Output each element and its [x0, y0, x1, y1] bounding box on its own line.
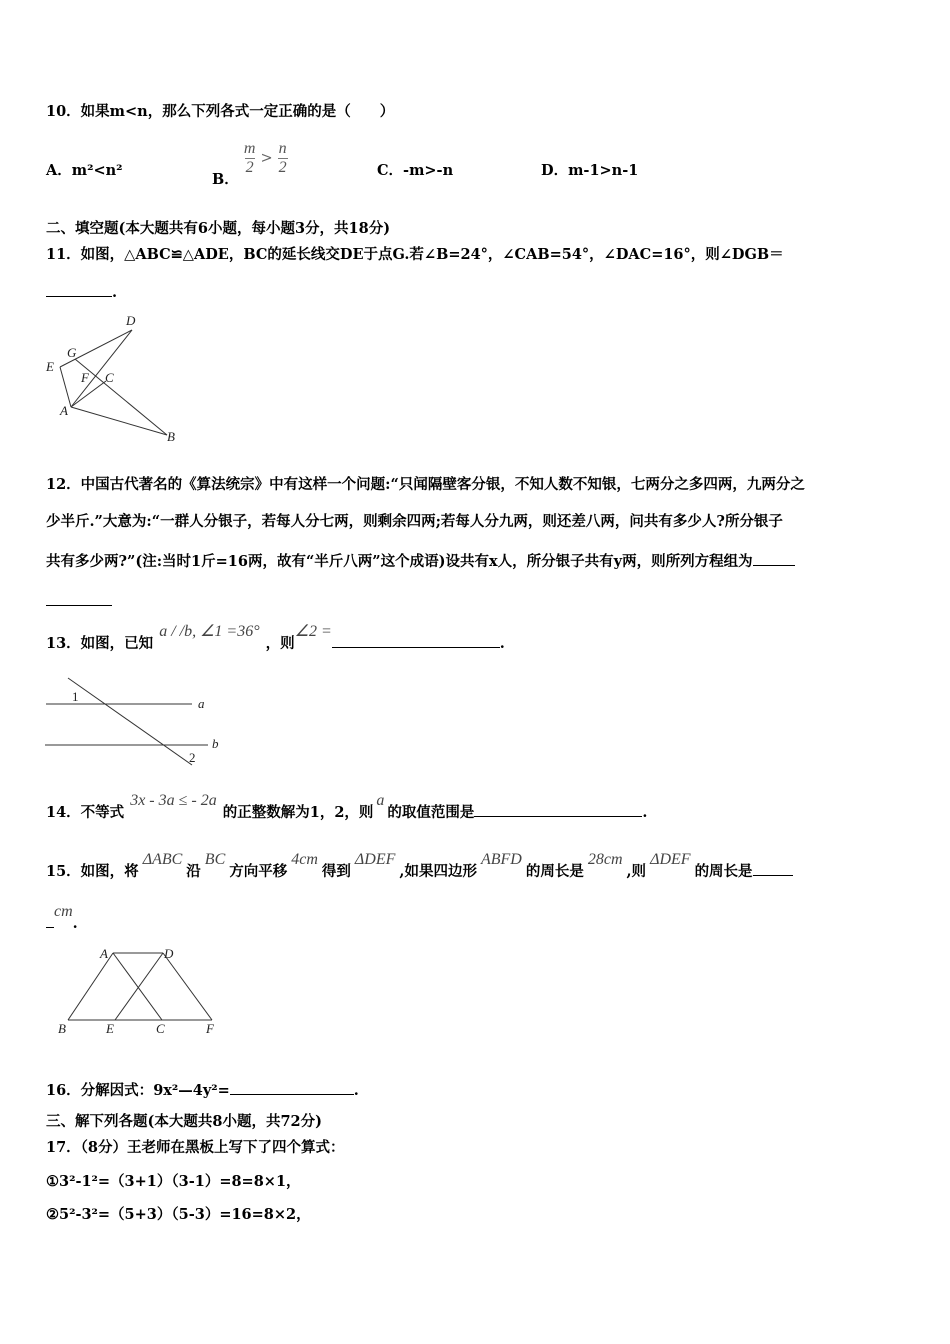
q12-line-3	[46, 551, 795, 572]
q11-stem: 11．如图，△ABC≌△ADE，BC的延长线交DE于点G.若∠B=24°，∠CAB=54°，∠DAC=16°，则∠DGB＝	[46, 246, 784, 263]
answer-blank[interactable]	[46, 282, 112, 297]
q13-math-angle2: ∠2 =	[294, 623, 332, 640]
denominator: 2	[278, 159, 287, 176]
text: 得到	[321, 863, 351, 880]
label-g: G	[67, 345, 77, 360]
option-text: -m>-n	[403, 162, 454, 179]
label-d: D	[164, 946, 174, 961]
segment-AC	[113, 953, 162, 1020]
option-label: D．	[541, 162, 569, 179]
label-angle-1: 1	[72, 689, 79, 704]
label-a: a	[198, 696, 205, 711]
label-a: A	[60, 403, 68, 418]
text: 方向平移	[229, 863, 288, 880]
math: 28cm	[587, 851, 623, 868]
option-label: C．	[377, 162, 404, 179]
answer-blank[interactable]	[474, 802, 642, 817]
segment-AB	[68, 953, 113, 1020]
numerator: n	[278, 140, 287, 157]
q11-figure	[40, 305, 190, 450]
option-text: m-1>n-1	[568, 162, 639, 179]
segment-AD	[71, 330, 132, 407]
q17-equation-2: ②5²-3²=（5+3）（5-3）=16=8×2，	[46, 1206, 311, 1223]
label-b: b	[212, 736, 219, 751]
q15-figure	[50, 940, 230, 1040]
q15-stem	[46, 851, 793, 882]
q12-line-1: 12．中国古代著名的《算法统宗》中有这样一个问题:“只闻隔壁客分银，不知人数不知银，七两分之多四两，九两分之	[46, 476, 805, 493]
q17-equation-1: ①3²-1²=（3+1）（3-1）=8=8×1，	[46, 1173, 301, 1190]
q13-prefix: 13．如图，已知	[46, 635, 154, 652]
period: .	[499, 635, 505, 652]
answer-blank[interactable]	[753, 551, 795, 566]
text: 的周长是	[694, 863, 753, 880]
text: 沿	[186, 863, 201, 880]
label-f: F	[81, 370, 89, 385]
label-c: C	[156, 1021, 165, 1036]
fraction-left	[244, 140, 256, 177]
answer-blank[interactable]	[46, 591, 112, 606]
label-e: E	[106, 1021, 114, 1036]
text: ,则	[626, 863, 647, 880]
segment-DE	[115, 953, 163, 1020]
q15-line-2	[46, 903, 78, 934]
q14-mid: 的正整数解为1，2，则	[222, 804, 374, 821]
q16-expression: 9x²—4y²=	[153, 1082, 230, 1099]
numerator: m	[243, 140, 256, 157]
q17-stem: 17．（8分）王老师在黑板上写下了四个算式：	[46, 1139, 345, 1156]
fraction-right	[278, 140, 288, 177]
label-f: F	[206, 1021, 214, 1036]
q16-stem	[46, 1080, 359, 1101]
text: ,如果四边形	[399, 863, 477, 880]
math: ΔABC	[142, 851, 183, 868]
q10-stem: 10．如果m<n，那么下列各式一定正确的是（ ）	[46, 103, 395, 120]
section-heading-2: 二、填空题(本大题共有6小题，每小题3分，共18分)	[46, 220, 391, 237]
label-a: A	[100, 946, 108, 961]
q13-stem	[46, 623, 505, 654]
text: 15．如图，将	[46, 863, 139, 880]
math: ΔDEF	[650, 851, 691, 868]
math: ΔDEF	[354, 851, 396, 868]
period: .	[353, 1082, 359, 1099]
q11-answer-line	[46, 282, 117, 303]
q14-var-a: a	[376, 792, 385, 809]
q14-prefix: 14．不等式	[46, 804, 125, 821]
label-c: C	[105, 370, 114, 385]
option-label: A．	[46, 162, 72, 179]
q13-mid: ，则	[265, 635, 295, 652]
label-angle-2: 2	[189, 750, 196, 765]
answer-blank[interactable]	[46, 913, 54, 928]
q13-figure	[40, 675, 230, 775]
answer-blank[interactable]	[753, 861, 793, 876]
label-b: B	[167, 429, 175, 444]
period: .	[72, 915, 78, 932]
q10-option-d	[541, 161, 638, 181]
q10-option-b	[212, 140, 288, 188]
option-text: m²<n²	[71, 162, 123, 179]
math: BC	[204, 851, 226, 868]
q13-math-given: a / /b, ∠1 =36°	[159, 623, 260, 640]
q10-option-c	[377, 161, 453, 181]
period: .	[642, 804, 648, 821]
q14-inequality: 3x - 3a ≤ - 2a	[130, 792, 217, 809]
q14-suffix: 的取值范围是	[387, 804, 475, 821]
segment-EA	[60, 367, 71, 407]
math: ABFD	[480, 851, 522, 868]
label-d: D	[126, 313, 136, 328]
segment-AB	[71, 407, 167, 435]
label-b: B	[58, 1021, 66, 1036]
section-heading-3: 三、解下列各题(本大题共8小题，共72分)	[46, 1113, 322, 1130]
answer-blank[interactable]	[332, 633, 500, 648]
period: .	[112, 284, 118, 301]
q12-text: 共有多少两?”(注:当时1斤=16两，故有“半斤八两”这个成语)设共有x人，所分银子共有y两，则所列方程组为	[46, 553, 753, 570]
q12-answer-line	[46, 591, 112, 612]
denominator: 2	[245, 159, 254, 176]
text: 的周长是	[525, 863, 584, 880]
option-label: B．	[212, 170, 239, 188]
q10-option-a	[46, 161, 123, 181]
segment-DF	[163, 953, 212, 1020]
label-e: E	[46, 359, 54, 374]
math: 4cm	[291, 851, 318, 868]
answer-blank[interactable]	[230, 1080, 354, 1095]
q12-line-2: 少半斤.”大意为:“一群人分银子，若每人分七两，则剩余四两;若每人分九两，则还差八两，问共有多少人?所分银子	[46, 513, 783, 530]
transversal	[68, 678, 192, 765]
q14-stem	[46, 792, 648, 823]
operator: >	[260, 150, 273, 167]
q16-prefix: 16．分解因式：	[46, 1082, 154, 1099]
unit-cm: cm	[54, 903, 73, 920]
